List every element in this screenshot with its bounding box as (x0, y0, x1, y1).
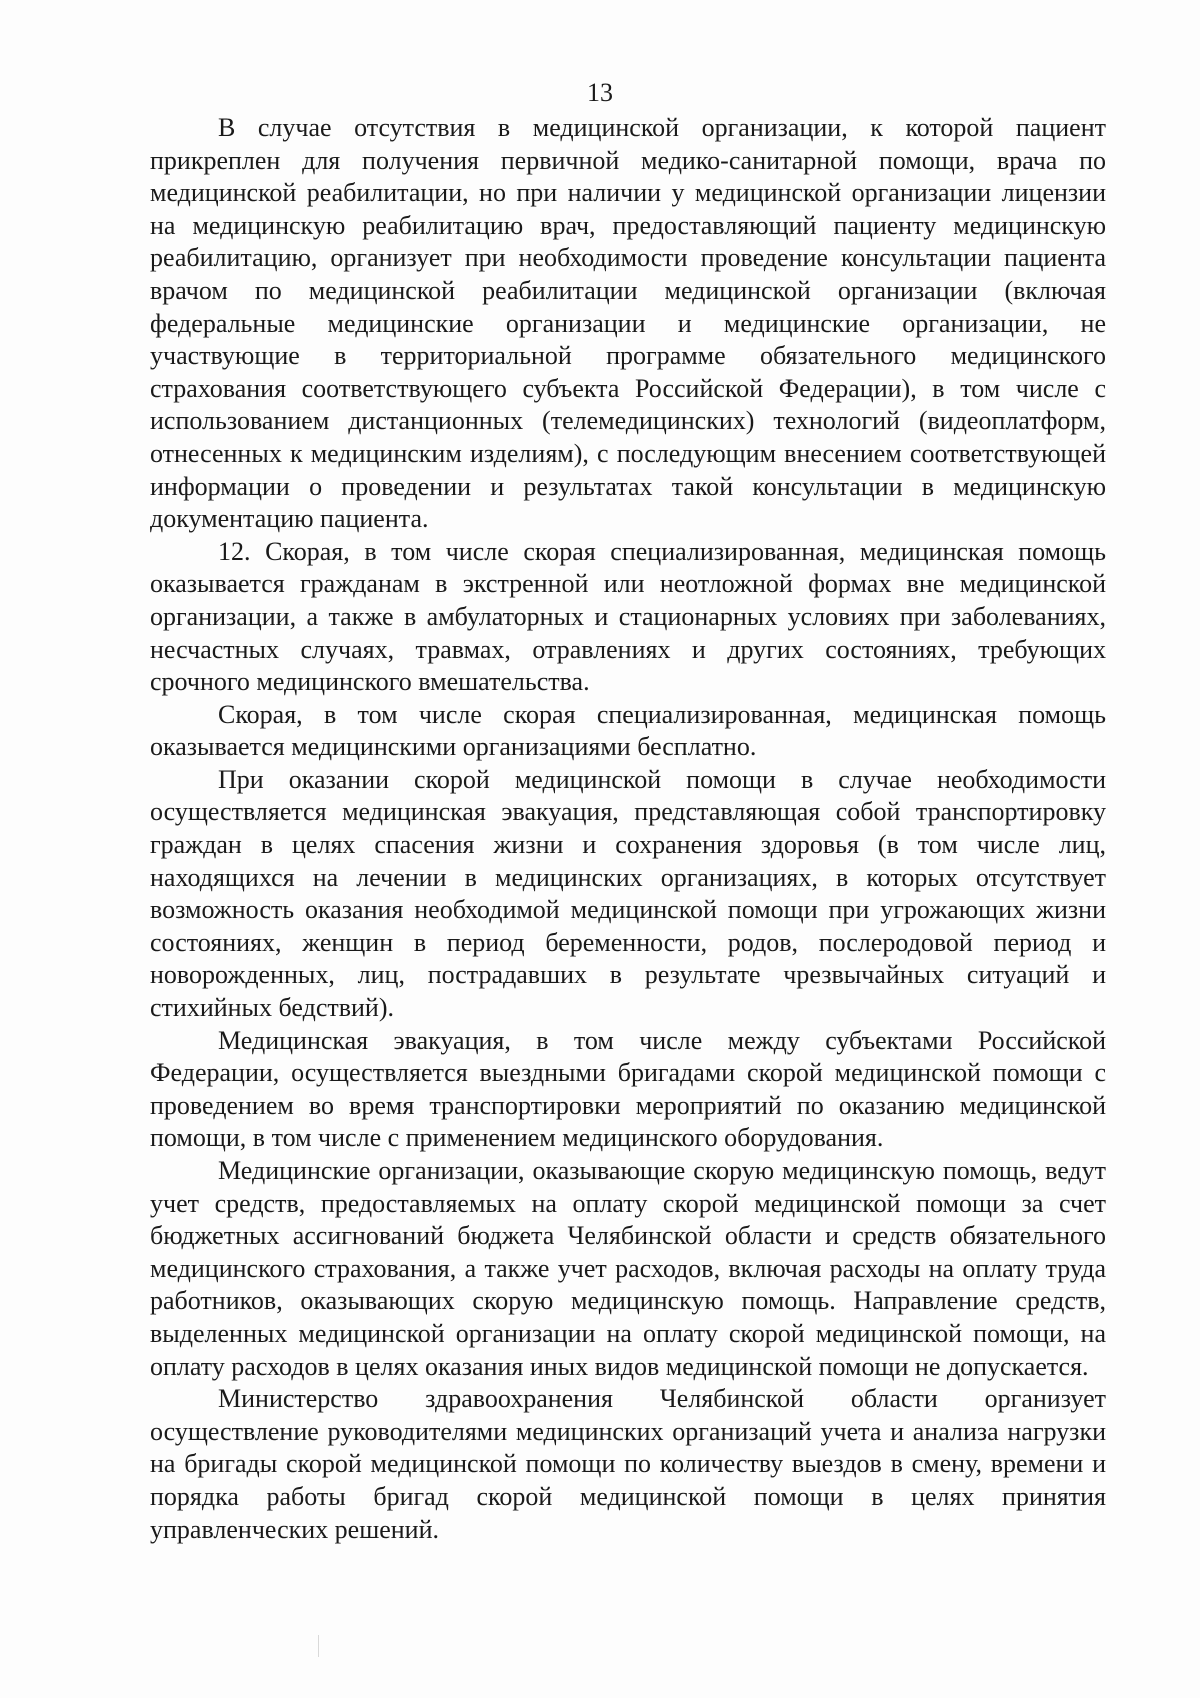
paragraph-rehabilitation-consultation: В случае отсутствия в медицинской организации, к которой пациент прикреплен для получения первичной медико-санитарной помощи, врача по медицинской реабилитации, но при наличии у медицинской организации лицензии на медицинскую реабилитацию врач, предоставляющий пациенту медицинскую реабилитацию, организует при необходимости проведение консультации пациента врачом по медицинской реабилитации медицинской организации (включая федеральные медицинские организации и медицинские организации, не участвующие в территориальной программе обязательного медицинского страхования соответствующего субъекта Российской Федерации), в том числе с использованием дистанционных (телемедицинских) технологий (видеоплатформ, отнесенных к медицинским изделиям), с последующим внесением соответствующей информации о проведении и результатах такой консультации в медицинскую документацию пациента. (150, 113, 1106, 534)
paragraph-evacuation-between-regions: Медицинская эвакуация, в том числе между субъектами Российской Федерации, осуществляется выездными бригадами скорой медицинской помощи с проведением во время транспортировки мероприятий по оказанию медицинской помощи, в том числе с применением медицинского оборудования. (150, 1025, 1106, 1153)
paragraph-emergency-care-item-12: 12. Скорая, в том числе скорая специализированная, медицинская помощь оказывается гражданам в экстренной или неотложной формах вне медицинской организации, а также в амбулаторных и стационарных условиях при заболеваниях, несчастных случаях, травмах, отравлениях и других состояниях, требующих срочного медицинского вмешательства. (150, 536, 1106, 697)
document-body (150, 112, 1106, 1546)
paragraph-ministry-analysis: Министерство здравоохранения Челябинской области организует осуществление руководителями медицинских организаций учета и анализа нагрузки на бригады скорой медицинской помощи по количеству выездов в смену, времени и порядка работы бригад скорой медицинской помощи в целях принятия управленческих решений. (150, 1384, 1106, 1544)
scan-artifact (318, 1635, 319, 1657)
page-number: 13 (587, 78, 613, 107)
paragraph-medical-evacuation: При оказании скорой медицинской помощи в случае необходимости осуществляется медицинская эвакуация, представляющая собой транспортировку граждан в целях спасения жизни и сохранения здоровья (в том числе лиц, находящихся на лечении в медицинских организациях, в которых отсутствует возможность оказания необходимой медицинской помощи при угрожающих жизни состояниях, женщин в период беременности, родов, послеродовой период и новорожденных, лиц, пострадавших в результате чрезвычайных ситуаций и стихийных бедствий). (150, 764, 1106, 1023)
paragraph-funds-accounting: Медицинские организации, оказывающие скорую медицинскую помощь, ведут учет средств, предоставляемых на оплату скорой медицинской помощи за счет бюджетных ассигнований бюджета Челябинской области и средств обязательного медицинского страхования, а также учет расходов, включая расходы на оплату труда работников, оказывающих скорую медицинскую помощь. Направление средств, выделенных медицинской организации на оплату скорой медицинской помощи, на оплату расходов в целях оказания иных видов медицинской помощи не допускается. (150, 1156, 1106, 1381)
paragraph-emergency-care-free: Скорая, в том числе скорая специализированная, медицинская помощь оказывается медицинскими организациями бесплатно. (150, 699, 1106, 762)
